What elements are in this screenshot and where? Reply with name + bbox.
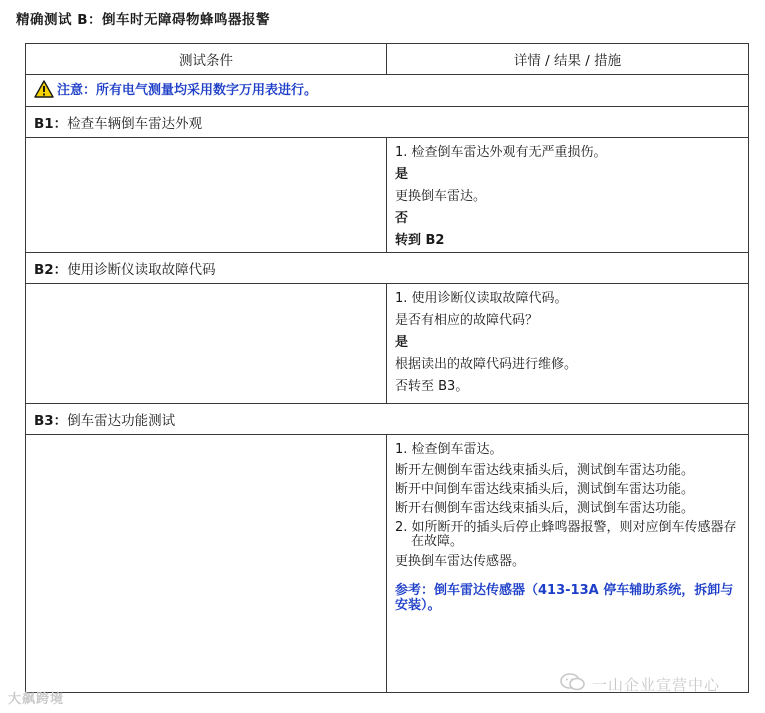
detail-line: 断开左侧倒车雷达线束插头后，测试倒车雷达功能。 <box>395 463 695 478</box>
step-code: B2： <box>34 262 68 278</box>
watermark-left <box>8 688 64 707</box>
watermark-left-text: 大飙跨境 <box>8 692 65 707</box>
column-header-details: 详情 / 结果 / 措施 <box>387 44 749 75</box>
detail-line: 否 <box>395 211 409 226</box>
detail-line: 2. 如所断开的插头后停止蜂鸣器报警，则对应倒车传感器存在故障。 <box>395 520 737 549</box>
detail-line: 是 <box>395 167 409 182</box>
section-row-b1 <box>26 107 749 138</box>
detail-row-b2 <box>26 284 749 404</box>
table-header-row <box>26 44 749 75</box>
detail-cell <box>387 138 749 253</box>
detail-line: 否转至 B3。 <box>395 379 469 394</box>
step-title: 使用诊断仪读取故障代码 <box>67 262 216 278</box>
step-code: B1： <box>34 116 68 132</box>
wechat-icon <box>560 672 586 696</box>
detail-cell <box>387 435 749 693</box>
detail-line: 根据读出的故障代码进行维修。 <box>395 357 578 372</box>
notice-text: 注意：所有电气测量均采用数字万用表进行。 <box>57 83 318 98</box>
step-title: 检查车辆倒车雷达外观 <box>67 116 203 132</box>
detail-line: 1. 使用诊断仪读取故障代码。 <box>395 291 568 306</box>
step-code: B3： <box>34 413 68 429</box>
detail-line: 断开右侧倒车雷达线束插头后，测试倒车雷达功能。 <box>395 501 695 516</box>
detail-line: 断开中间倒车雷达线束插头后，测试倒车雷达功能。 <box>395 482 695 497</box>
condition-cell <box>26 284 387 404</box>
watermark-right <box>560 672 720 696</box>
page-title: 精确测试 B：倒车时无障碍物蜂鸣器报警 <box>16 12 270 28</box>
section-row-b3 <box>26 404 749 435</box>
step-title: 倒车雷达功能测试 <box>67 413 176 429</box>
warning-triangle-icon <box>34 80 54 102</box>
reference-note: 参考：倒车雷达传感器（413-13A 停车辅助系统，拆卸与安装）。 <box>395 583 734 613</box>
detail-line: 转到 B2 <box>395 233 445 248</box>
detail-line: 1. 检查倒车雷达。 <box>395 442 503 457</box>
detail-line: 1. 检查倒车雷达外观有无严重损伤。 <box>395 145 607 160</box>
detail-line: 是 <box>395 335 409 350</box>
test-table <box>25 43 749 693</box>
detail-line: 更换倒车雷达。 <box>395 189 487 204</box>
detail-cell <box>387 284 749 404</box>
detail-line: 是否有相应的故障代码？ <box>395 313 539 328</box>
column-header-conditions: 测试条件 <box>26 44 387 75</box>
section-row-b2 <box>26 253 749 284</box>
notice-row <box>26 75 749 107</box>
detail-row-b3 <box>26 435 749 693</box>
watermark-right-text: 一山企业宣营中心 <box>592 675 721 694</box>
detail-row-b1 <box>26 138 749 253</box>
condition-cell <box>26 138 387 253</box>
condition-cell <box>26 435 387 693</box>
detail-line: 更换倒车雷达传感器。 <box>395 554 526 569</box>
